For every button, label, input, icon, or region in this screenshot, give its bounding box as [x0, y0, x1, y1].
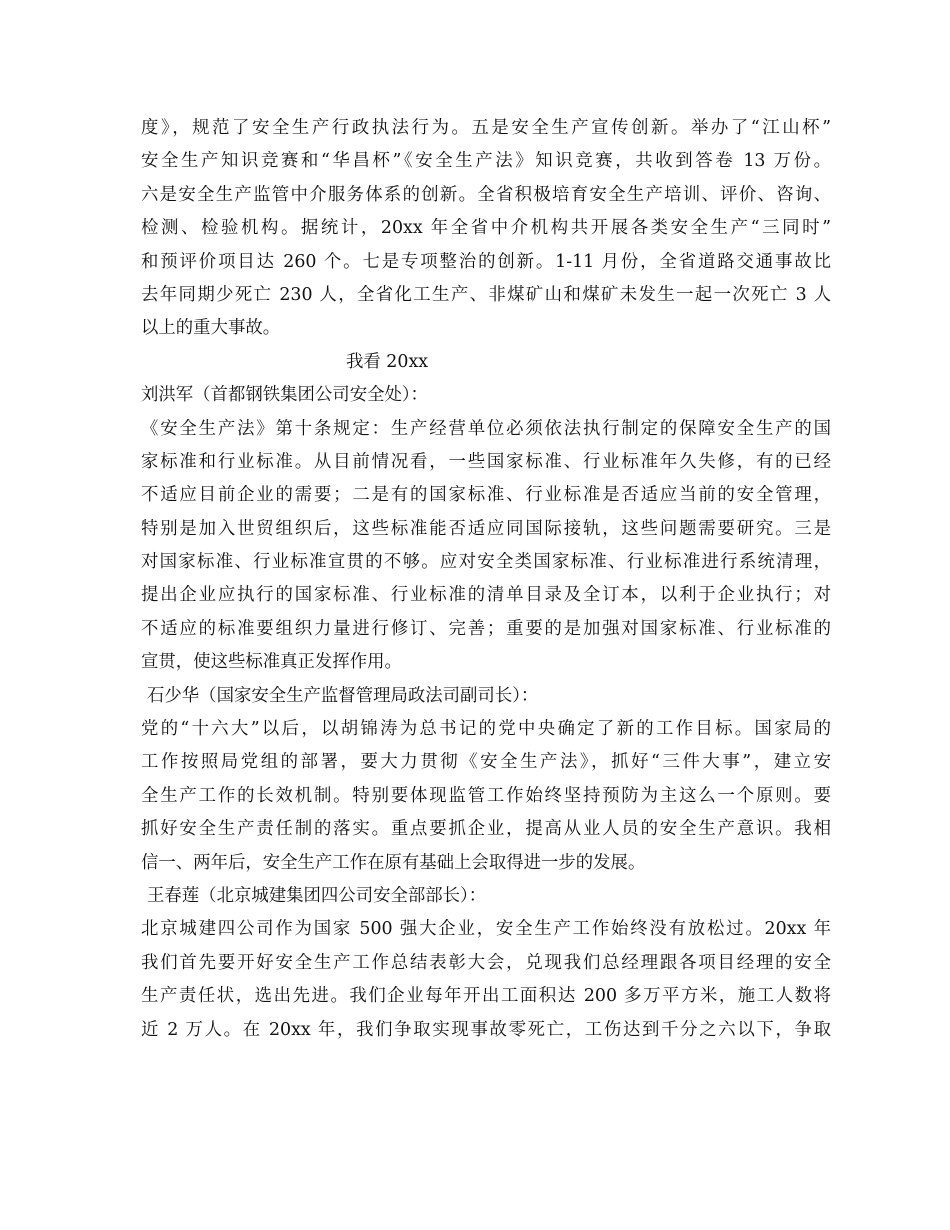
text-line: 检测、检验机构。据统计，20xx 年全省中介机构共开展各类安全生产“三同时” — [141, 218, 831, 239]
speaker-label: 石少华（国家安全生产监督管理局政法司副司长）： — [147, 685, 539, 706]
text-line: 不适应目前企业的需要；二是有的国家标准、行业标准是否适应当前的安全管理， — [141, 485, 831, 506]
text-line: 和预评价项目达 260 个。七是专项整治的创新。1-11 月份，全省道路交通事故比 — [141, 251, 831, 272]
text-line: 去年同期少死亡 230 人，全省化工生产、非煤矿山和煤矿未发生一起一次死亡 3 人 — [141, 284, 831, 305]
text-line: 抓好安全生产责任制的落实。重点要抓企业，提高从业人员的安全生产意识。我相 — [141, 819, 831, 840]
text-line: 我们首先要开好安全生产工作总结表彰大会，兑现我们总经理跟各项目经理的安全 — [141, 952, 831, 973]
text-line: 近 2 万人。在 20xx 年，我们争取实现事故零死亡，工伤达到千分之六以下，争取 — [141, 1019, 831, 1040]
text-line: 对国家标准、行业标准宣贯的不够。应对安全类国家标准、行业标准进行系统清理， — [141, 552, 831, 573]
text-line: 全生产工作的长效机制。特别要体现监管工作始终坚持预防为主这么一个原则。要 — [141, 785, 831, 806]
text-line: 特别是加入世贸组织后，这些标准能否适应同国际接轨，这些问题需要研究。三是 — [141, 518, 831, 539]
text-line: 六是安全生产监管中介服务体系的创新。全省积极培育安全生产培训、评价、咨询、 — [141, 184, 831, 205]
text-line: 北京城建四公司作为国家 500 强大企业，安全生产工作始终没有放松过。20xx 年 — [141, 919, 831, 940]
section-heading: 我看 20xx — [346, 351, 429, 372]
text-line: 党的“十六大”以后，以胡锦涛为总书记的党中央确定了新的工作目标。国家局的 — [141, 719, 831, 740]
text-line: 度》，规范了安全生产行政执法行为。五是安全生产宣传创新。举办了“江山杯” — [141, 118, 831, 138]
text-line: 以上的重大事故。 — [141, 318, 281, 339]
document-body — [141, 112, 831, 1047]
speaker-label: 刘洪军（首都钢铁集团公司安全处）： — [141, 385, 428, 406]
text-line: 提出企业应执行的国家标准、行业标准的清单目录及全订本，以利于企业执行；对 — [141, 585, 831, 606]
text-line: 生产责任状，选出先进。我们企业每年开出工面积达 200 多万平方米，施工人数将 — [141, 986, 831, 1007]
text-line: 家标准和行业标准。从目前情况看，一些国家标准、行业标准年久失修，有的已经 — [141, 451, 831, 472]
text-line: 信一、两年后，安全生产工作在原有基础上会取得进一步的发展。 — [141, 852, 646, 873]
text-line: 工作按照局党组的部署，要大力贯彻《安全生产法》，抓好“三件大事”，建立安 — [141, 752, 831, 773]
speaker-label: 王春莲（北京城建集团四公司安全部部长）： — [147, 885, 487, 906]
text-line: 安全生产知识竞赛和“华昌杯”《安全生产法》知识竞赛，共收到答卷 13 万份。 — [141, 151, 831, 172]
text-line: 不适应的标准要组织力量进行修订、完善；重要的是加强对国家标准、行业标准的 — [141, 618, 831, 639]
text-line: 宣贯，使这些标准真正发挥作用。 — [141, 652, 402, 673]
text-line: 《安全生产法》第十条规定：生产经营单位必须依法执行制定的保障安全生产的国 — [141, 418, 831, 439]
